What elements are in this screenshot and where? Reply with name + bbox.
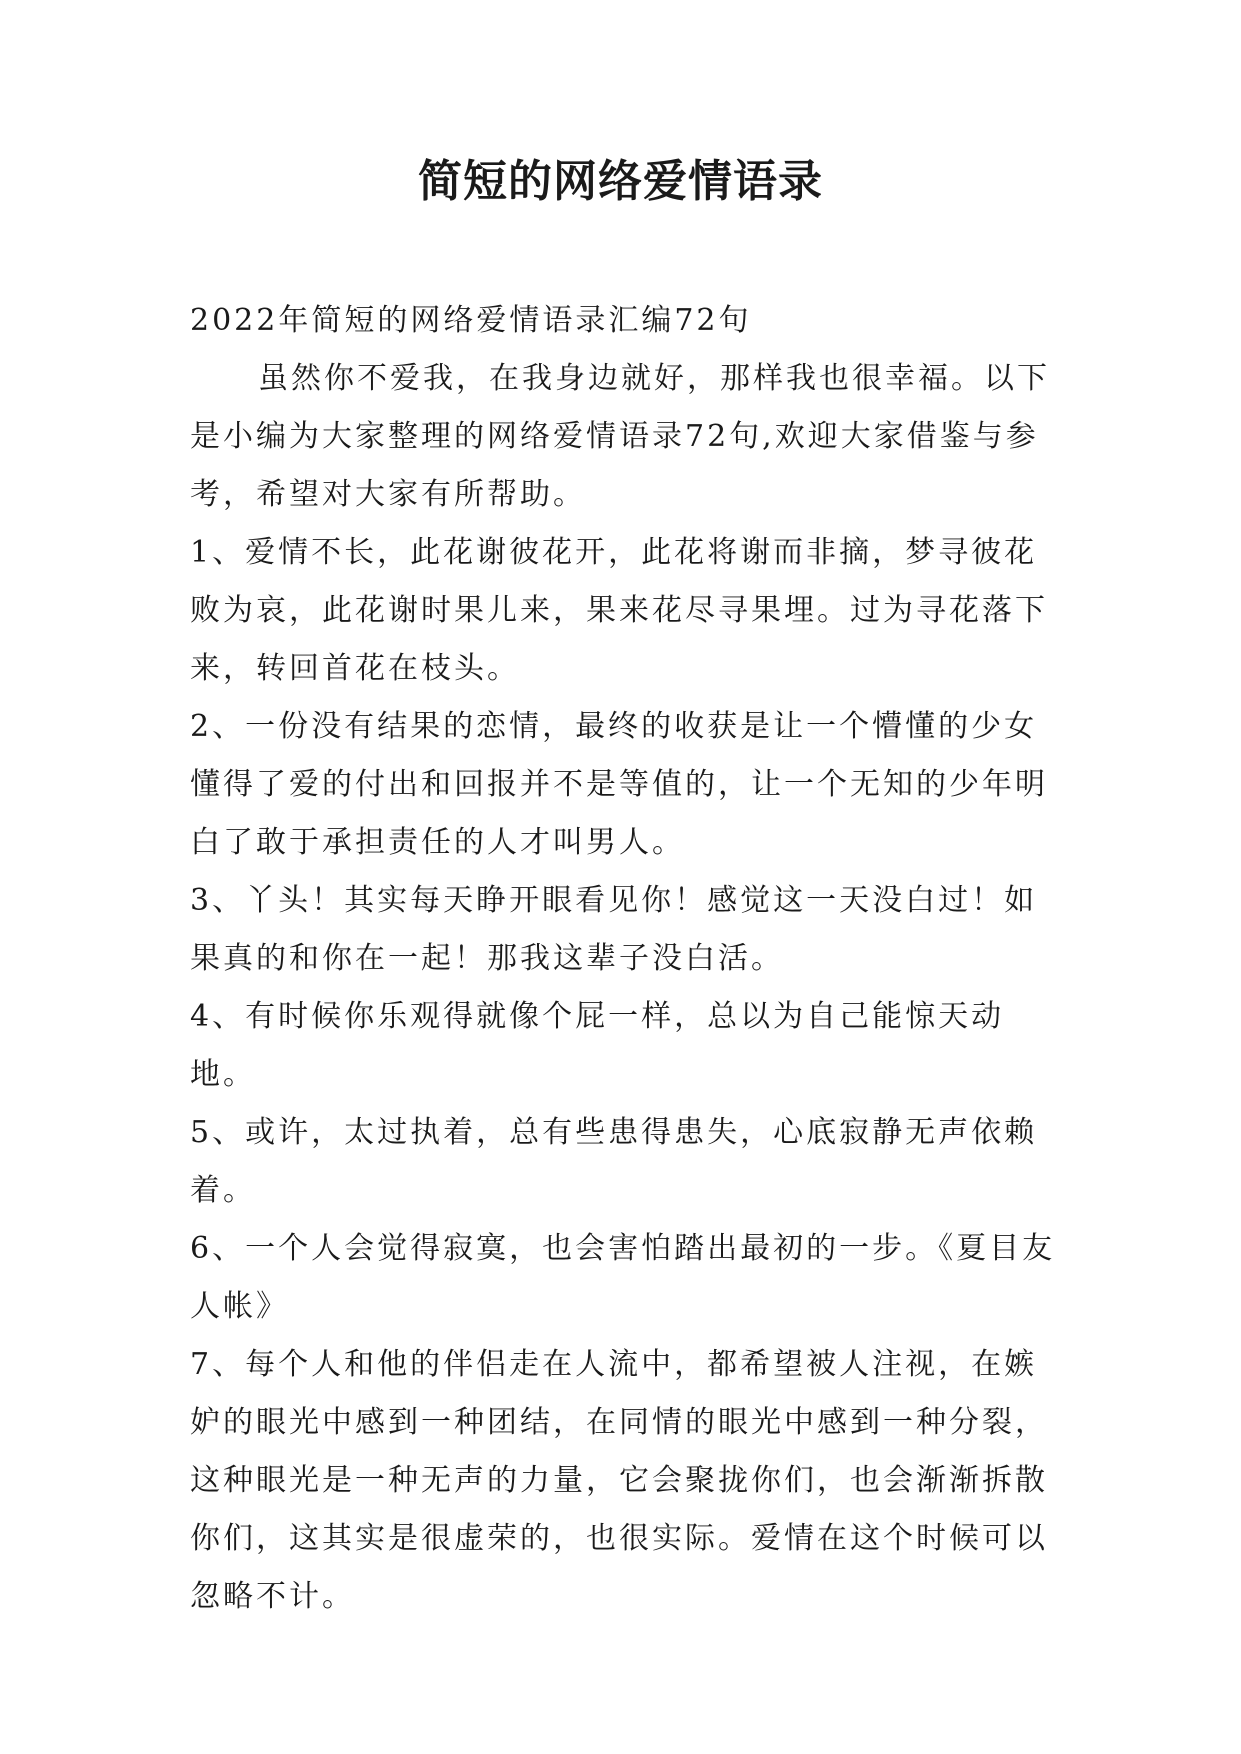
quote-item: 2、一份没有结果的恋情，最终的收获是让一个懵懂的少女懂得了爱的付出和回报并不是等值的，让一个无知的少年明白了敢于承担责任的人才叫男人。 — [190, 709, 1048, 860]
quote-item: 4、有时候你乐观得就像个屁一样，总以为自己能惊天动地。 — [190, 999, 1005, 1092]
document-subtitle: 2022年简短的网络爱情语录汇编72句 — [190, 303, 752, 338]
document-body — [190, 292, 1060, 1626]
intro-paragraph: 虽然你不爱我，在我身边就好，那样我也很幸福。以下是小编为大家整理的网络爱情语录72句,欢迎大家借鉴与参考，希望对大家有所帮助。 — [190, 361, 1050, 512]
quote-item: 5、或许，太过执着，总有些患得患失，心底寂静无声依赖着。 — [190, 1115, 1038, 1208]
quote-item: 6、一个人会觉得寂寞，也会害怕踏出最初的一步。《夏目友人帐》 — [190, 1231, 1056, 1324]
quote-item: 7、每个人和他的伴侣走在人流中，都希望被人注视，在嫉妒的眼光中感到一种团结，在同情的眼光中感到一种分裂，这种眼光是一种无声的力量，它会聚拢你们，也会渐渐拆散你们，这其实是很虚荣的，也很实际。爱情在这个时候可以忽略不计。 — [190, 1347, 1048, 1614]
quote-item: 1、爱情不长，此花谢彼花开，此花将谢而非摘，梦寻彼花败为哀，此花谢时果儿来，果来花尽寻果埋。过为寻花落下来，转回首花在枝头。 — [190, 535, 1048, 686]
quote-item: 3、丫头！其实每天睁开眼看见你！感觉这一天没白过！如果真的和你在一起！那我这辈子没白活。 — [190, 883, 1038, 976]
document-title: 简短的网络爱情语录 — [418, 156, 823, 207]
